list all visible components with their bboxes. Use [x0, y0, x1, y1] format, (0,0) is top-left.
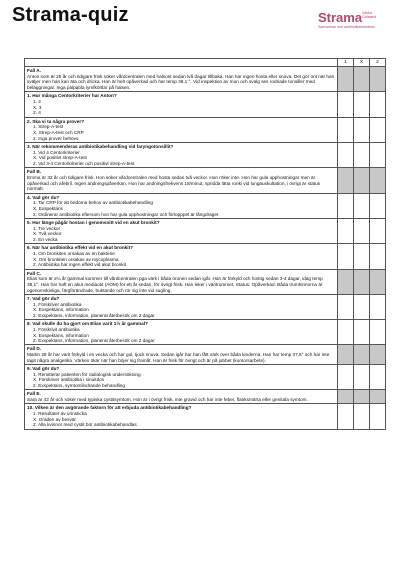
answer-box-x[interactable] [354, 142, 370, 167]
answer-box-x[interactable] [354, 244, 370, 269]
column-header-2: 2 [370, 59, 386, 67]
question-row [25, 320, 386, 345]
logo-region: Västra Götaland [362, 11, 377, 19]
shaded-cell [354, 390, 370, 404]
shaded-cell [370, 67, 386, 92]
answer-option: 2. En vecka [33, 236, 58, 242]
answer-option: 1. Vid 4 Centorkriterier [33, 149, 80, 155]
answer-box-x[interactable] [354, 218, 370, 243]
answer-option: 1. Om bronkiten orsakas av en bakterie [33, 250, 115, 256]
question-title: 10. Vilken är den avgörande faktorn för att erbjuda antibiotikabehandling? [27, 405, 192, 411]
answer-box-1[interactable] [338, 218, 354, 243]
answer-box-1[interactable] [338, 117, 354, 142]
logo-tagline: Samverkan mot antibiotikaresistens [318, 25, 375, 29]
answer-option: X. Vid positivt strep-A-test [33, 155, 87, 161]
question-row [25, 244, 386, 269]
question-row [25, 117, 386, 142]
shaded-cell [354, 67, 370, 92]
answer-option: X. 3 [33, 104, 42, 110]
question-row [25, 92, 386, 117]
question-title: 6. När har antibiotika effekt vid en akut bronkit? [27, 245, 134, 251]
question-cell [25, 365, 338, 390]
case-row [25, 168, 386, 193]
case-row [25, 390, 386, 404]
question-cell [25, 193, 338, 218]
answer-box-x[interactable] [354, 320, 370, 345]
question-row [25, 365, 386, 390]
shaded-cell [370, 345, 386, 365]
column-header-1: 1 [338, 59, 354, 67]
case-cell [25, 345, 338, 365]
answer-option: 2. 4 [33, 110, 41, 116]
case-cell [25, 390, 338, 404]
answer-box-1[interactable] [338, 365, 354, 390]
answer-box-x[interactable] [354, 294, 370, 319]
answer-box-2[interactable] [370, 294, 386, 319]
case-text: Sara är 42 år och söker med typiska cystitsymtom. Hon är i övrigt frisk, inte gravid och har inte feber, flanksmärta eller genitala symtom. [27, 397, 308, 403]
answer-option: X. Exspektans [33, 205, 63, 211]
answer-option: 2. Antibiotika har ingen effekt vid akut bronkit [33, 262, 126, 268]
logo-wordmark: Strama [318, 10, 363, 25]
case-title: Fall E. [27, 391, 41, 397]
shaded-cell [338, 269, 354, 294]
answer-option: 1. 2 [33, 99, 41, 105]
question-cell [25, 218, 338, 243]
case-cell [25, 269, 338, 294]
case-title: Fall D. [27, 346, 42, 352]
case-row [25, 67, 386, 92]
answer-box-x[interactable] [354, 92, 370, 117]
answer-option: 2. Exspektans, symtomlindrande behandling [33, 383, 125, 389]
case-text: Martin 29 år har varit förkyld i en vecka och har gul, tjock snuva. Sedan igår har han fått värk över båda kinderna. Han har temp 37,5° och har inte tagit några analgetika. Värken ökar när han böjer sig framåt. Han är frisk för övrigt och är på jobbet (kontorsarbete). [27, 352, 330, 363]
question-title: 7. Vad gör du? [27, 295, 60, 301]
answer-box-1[interactable] [338, 320, 354, 345]
answer-option: 2. Vid 3-4 Centorkriterier och positivt strep-A-test [33, 161, 135, 167]
question-cell [25, 320, 338, 345]
answer-box-2[interactable] [370, 244, 386, 269]
answer-option: X. Exspektans, information [33, 307, 89, 313]
case-row [25, 345, 386, 365]
answer-box-2[interactable] [370, 320, 386, 345]
answer-option: 1. Tre veckor [33, 225, 61, 231]
question-title: 3. När rekommenderas antibiotikabehandling vid faryngotonsillit? [27, 143, 174, 149]
column-header-x: X [354, 59, 370, 67]
shaded-cell [354, 168, 370, 193]
quiz-table [24, 58, 386, 430]
answer-box-2[interactable] [370, 117, 386, 142]
answer-box-2[interactable] [370, 365, 386, 390]
answer-box-x[interactable] [354, 365, 370, 390]
strama-logo [318, 10, 384, 44]
question-cell [25, 92, 338, 117]
answer-option: X. Två veckor [33, 231, 62, 237]
answer-option: X. Exspektans, information [33, 332, 89, 338]
answer-box-2[interactable] [370, 142, 386, 167]
question-title: 4. Vad gör du? [27, 194, 60, 200]
answer-option: 1. Tar CRP för att bedöma behov av antibiotikabehandling [33, 200, 153, 206]
answer-box-1[interactable] [338, 294, 354, 319]
shaded-cell [370, 168, 386, 193]
answer-option: X. Förskriver antibiotika i sinuitdos [33, 377, 105, 383]
answer-option: X. Graden av besvär [33, 416, 76, 422]
answer-box-1[interactable] [338, 244, 354, 269]
column-header-blank [25, 59, 338, 67]
answer-box-x[interactable] [354, 193, 370, 218]
question-row [25, 193, 386, 218]
answer-option: X. Strep-A-test och CRP [33, 130, 84, 136]
case-row [25, 269, 386, 294]
answer-box-1[interactable] [338, 142, 354, 167]
case-text: Elias som är 2¼ år gammal kommer till vårdcentralen pga värk i båda öronen sedan igår. Han är förkyld och hostig sedan 3-4 dagar, idag temp 38,1°. Han har haft en akut mediaotit (AOM) för ett år sedan, för övrigt frisk. Han leker i väntrummet. Status: Opåverkad. Båda trumhinnorna är ogenomskinliga, färgförändrade, buktande och rör sig inte vid sugling. [27, 276, 323, 293]
case-text: Anton som är 25 år och tidigare frisk söker vårdcentralen med halsont sedan två dagar tillbaka. Han har ingen hosta eller snuva. Det gör ont när han sväljer men han kan äta och dricka. Han är helt opåverkad och har temp 38,1 °. Vid inspektion av mun och svalg ses rodnade tonsiller med beläggningar. Inga palpabla lymfkörtlar på halsen. [27, 73, 335, 91]
shaded-cell [338, 67, 354, 92]
answer-option: 1. Remitterar patienten för radiologisk undersökning [33, 371, 141, 377]
shaded-cell [338, 168, 354, 193]
question-cell [25, 244, 338, 269]
answer-box-1[interactable] [338, 92, 354, 117]
answer-option: 2. Ordinerar antibiotika eftersom hon har gula upphostningar och förlopppet är långdraget [33, 211, 219, 217]
question-title: 8. Vad skulle du ha gjort om Elias varit 1½ år gammal? [27, 321, 148, 327]
answer-box-2[interactable] [370, 193, 386, 218]
answer-box-2[interactable] [370, 404, 386, 429]
case-cell [25, 67, 338, 92]
answer-option: 2. Exspektans, information, planerat återbesök om 2 dagar [33, 338, 155, 344]
question-title: 1. Hur många Centorkriterier har Anton? [27, 93, 117, 99]
answer-box-2[interactable] [370, 218, 386, 243]
answer-box-1[interactable] [338, 193, 354, 218]
question-row [25, 218, 386, 243]
question-row [25, 294, 386, 319]
answer-option: 2. Alla kvinnor med cystit bör antibiotikabehandlas [33, 422, 137, 428]
shaded-cell [338, 390, 354, 404]
answer-option: 2. Exspektans, information, planerat återbesök om 2 dagar [33, 312, 155, 318]
answer-option: 1. Förskrivit antibiotika [33, 326, 80, 332]
answer-box-x[interactable] [354, 117, 370, 142]
question-row [25, 142, 386, 167]
answer-option: 1. Resultatet av urinsticka [33, 410, 87, 416]
question-cell [25, 117, 338, 142]
answer-option: X. Om bronkiten orsakas av mycoplasma [33, 256, 119, 262]
answer-option: 1. Strep-A-test [33, 124, 64, 130]
question-title: 9. Vad gör du? [27, 366, 60, 372]
answer-option: 1. Förskriver antibiotika [33, 301, 82, 307]
case-cell [25, 168, 338, 193]
answer-box-x[interactable] [354, 404, 370, 429]
answer-box-1[interactable] [338, 404, 354, 429]
case-title: Fall B. [27, 169, 42, 175]
question-cell [25, 142, 338, 167]
page-title: Strama-quiz [12, 4, 129, 26]
case-title: Fall C. [27, 270, 42, 276]
shaded-cell [338, 345, 354, 365]
shaded-cell [370, 269, 386, 294]
case-text: Emma är 32 år och tidigare frisk. Hon söker vårdcentralen med hosta sedan två veckor. Hon röker inte. Hon har gula upphostningar men är opåverkad och afebril. Ingen andningspåverkan. Hon har andningsfrekvens 18/minut, spridda lätta ronki vid lungauskultation, i övrigt är status normalt. [27, 174, 321, 192]
case-title: Fall A. [27, 68, 41, 73]
question-cell [25, 294, 338, 319]
question-title: 5. Hur länge pågår hostan i genomsnitt vid en akut bronkit? [27, 219, 160, 225]
column-header-row [25, 59, 386, 67]
question-title: 2. Ska vi ta några prover? [27, 118, 85, 124]
question-cell [25, 404, 338, 429]
shaded-cell [354, 269, 370, 294]
shaded-cell [354, 345, 370, 365]
question-row [25, 404, 386, 429]
answer-option: 2. Inga prover behövs [33, 135, 79, 141]
answer-box-2[interactable] [370, 92, 386, 117]
shaded-cell [370, 390, 386, 404]
